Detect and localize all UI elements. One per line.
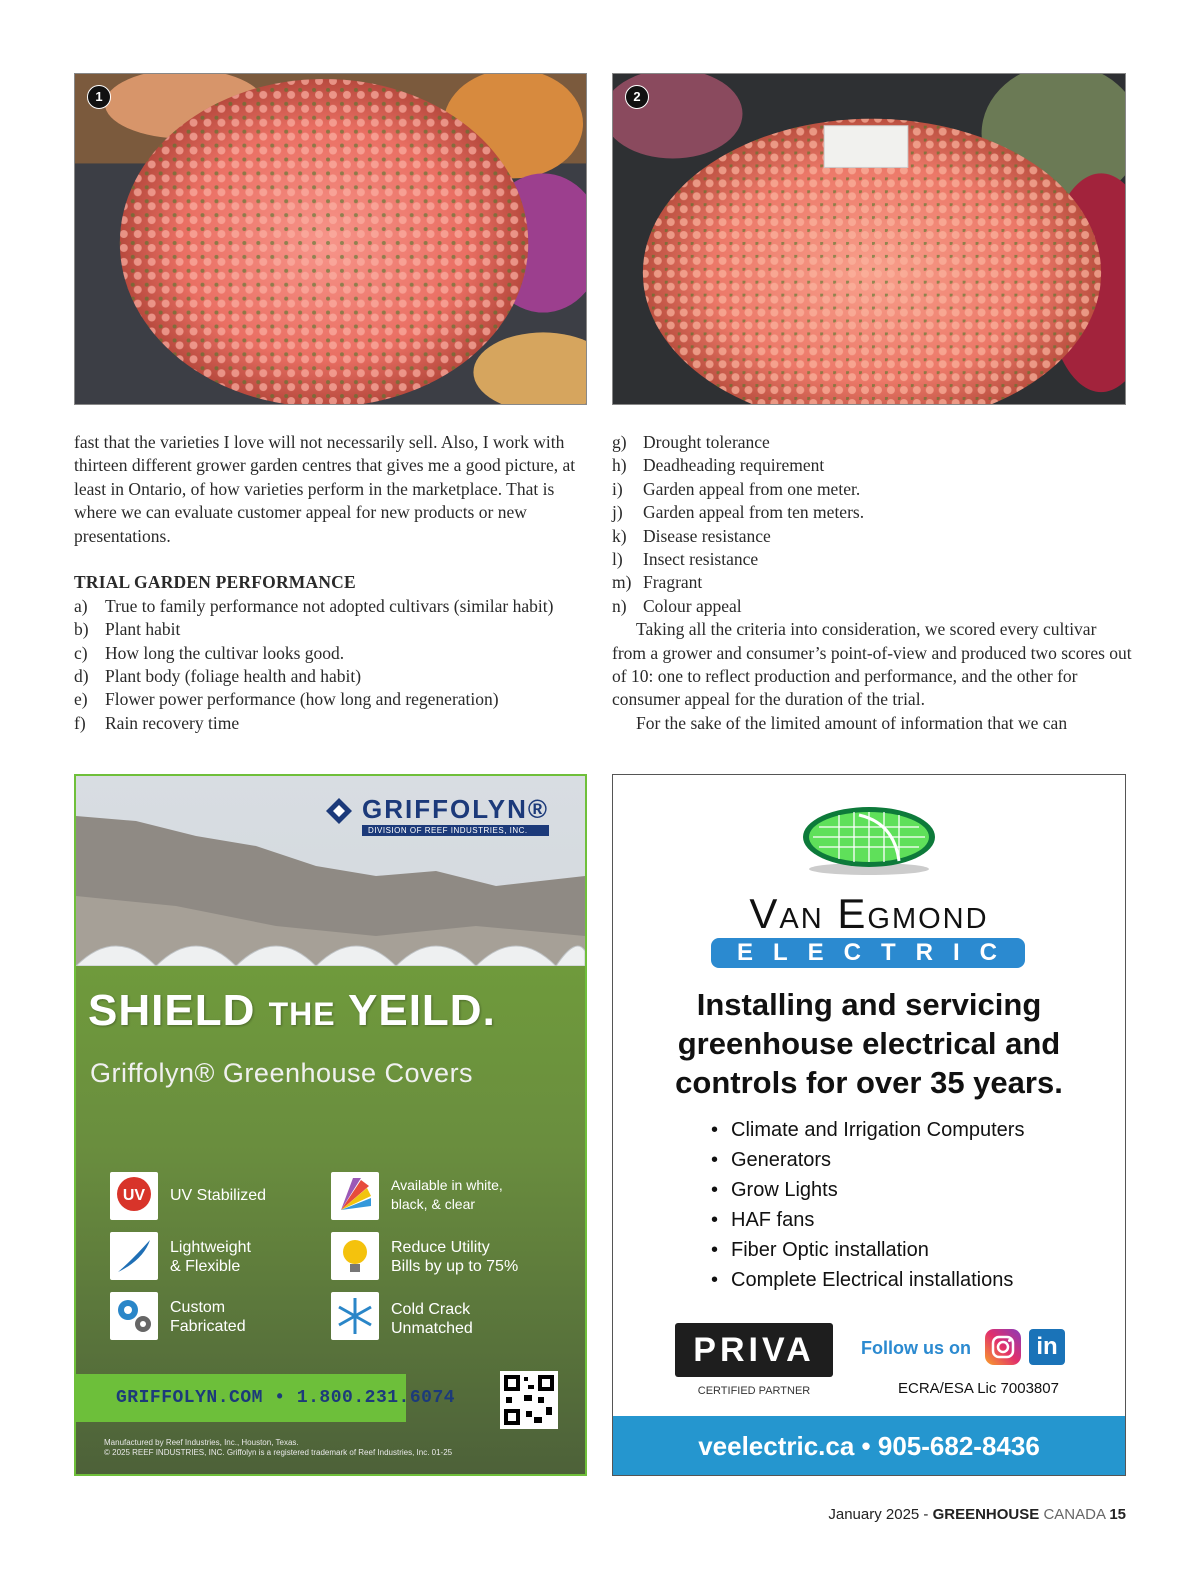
follow-us-label: Follow us on: [861, 1338, 971, 1358]
page-number: 15: [1109, 1506, 1126, 1523]
list-item: • Fiber Optic installation: [711, 1235, 1024, 1265]
article-left-column: [74, 431, 594, 735]
list-item: • Complete Electrical installations: [711, 1265, 1024, 1295]
list-item: f) Rain recovery time: [74, 712, 240, 733]
list-item: • Generators: [711, 1145, 1024, 1175]
snowflake-icon: [331, 1292, 379, 1340]
contact-footer[interactable]: veelectric.ca • 905-682-8436: [613, 1416, 1125, 1476]
color-swatch-icon: [331, 1172, 379, 1220]
list-item: i) Garden appeal from one meter.: [612, 478, 861, 499]
van-egmond-globe-logo: [799, 803, 939, 877]
light-bulb-icon: [331, 1232, 379, 1280]
instagram-icon[interactable]: [985, 1329, 1021, 1365]
list-item: l) Insect resistance: [612, 549, 759, 570]
ad-headline: SHIELD THE YEILD.: [88, 986, 496, 1035]
griffolyn-logo: [328, 794, 549, 836]
photo-1-image: [75, 74, 586, 404]
list-item: g) Drought tolerance: [612, 432, 770, 452]
list-item: m) Fragrant: [612, 572, 703, 593]
services-list: [711, 1115, 1024, 1295]
list-item: b) Plant habit: [74, 619, 181, 640]
ad-headline: Installing and servicing greenhouse electrical and controls for over 35 years.: [675, 987, 1063, 1100]
article-paragraph: fast that the varieties I love will not necessarily sell. Also, I work with thirteen different grower garden centres that gives me a good picture, at least in Ontario, of how varieties perform in the marketplace. That is where we can evaluate customer appeal for new products or new presentations.: [74, 432, 576, 546]
photo-number-badge: 1: [87, 85, 111, 109]
photo-2-image: [613, 74, 1125, 404]
petunia-photo-2: [612, 73, 1126, 405]
griffolyn-mark-icon: [324, 796, 354, 826]
section-heading: TRIAL GARDEN PERFORMANCE: [74, 572, 356, 593]
company-division: ELECTRIC: [711, 938, 1025, 968]
list-item: • HAF fans: [711, 1205, 1024, 1235]
feather-icon: [110, 1232, 158, 1280]
griffolyn-advertisement[interactable]: GRIFFOLYN® DIVISION OF REEF INDUSTRIES, INC. SHIELD THE YEILD. Griffolyn® Greenhouse Covers UV UV Stabilized Available in white, black, & clear Lightweight & Flexible Reduce Utility Bills by up to 75% Custom Fabricated Cold Crack Unmatched GRIFFOLYN.COM • 1.800.231.6074 Manufactured by Reef Industries, Inc., Houston, Texas. © 2025 REEF INDUSTRIES, INC. Griffolyn is a registered trademark of Reef Industries, Inc. 01-25: [74, 774, 587, 1476]
linkedin-icon[interactable]: in: [1029, 1329, 1065, 1365]
list-item: h) Deadheading requirement: [612, 455, 825, 476]
list-item: c) How long the cultivar looks good.: [74, 642, 345, 663]
griffolyn-logo-name: GRIFFOLYN®: [362, 794, 549, 824]
priva-logo: PRIVA: [675, 1323, 833, 1377]
ad-subheadline: Griffolyn® Greenhouse Covers: [90, 1058, 474, 1088]
magazine-brand: GREENHOUSE: [932, 1506, 1040, 1523]
greenhouse-field-background: [76, 776, 585, 1474]
article-paragraph: Taking all the criteria into consideration, we scored every cultivar from a grower and consumer’s point-of-view and produced two scores out of 10: one to reflect production and performance, and the other for consumer appeal for the duration of the trial.: [612, 619, 1132, 710]
list-item: j) Garden appeal from ten meters.: [612, 502, 865, 523]
gears-icon: [110, 1292, 158, 1340]
magazine-brand-country: CANADA: [1039, 1506, 1110, 1523]
svg-text:UV: UV: [122, 1187, 146, 1204]
issue-date: January 2025 -: [828, 1506, 933, 1523]
petunia-photo-1: [74, 73, 587, 405]
fine-print: Manufactured by Reef Industries, Inc., Houston, Texas. © 2025 REEF INDUSTRIES, INC. Griffolyn is a registered trademark of Reef Industries, Inc. 01-25: [104, 1438, 453, 1457]
article-right-column: [612, 431, 1132, 735]
company-name: Van Egmond: [749, 890, 989, 937]
list-item: • Grow Lights: [711, 1175, 1024, 1205]
list-item: • Climate and Irrigation Computers: [711, 1115, 1024, 1145]
list-item: e) Flower power performance (how long and regeneration): [74, 689, 499, 710]
photo-number-badge: 2: [625, 85, 649, 109]
list-item: k) Disease resistance: [612, 525, 771, 546]
qr-code[interactable]: [500, 1371, 558, 1429]
griffolyn-contact[interactable]: GRIFFOLYN.COM • 1.800.231.6074: [116, 1388, 456, 1408]
license-number: ECRA/ESA Lic 7003807: [898, 1380, 1059, 1397]
page-folio: [828, 1506, 1126, 1523]
certified-partner-label: CERTIFIED PARTNER: [697, 1385, 811, 1397]
article-paragraph: For the sake of the limited amount of information that we can: [636, 712, 1068, 733]
van-egmond-advertisement[interactable]: [612, 774, 1126, 1476]
uv-shield-icon: [110, 1172, 158, 1220]
griffolyn-logo-subtitle: DIVISION OF REEF INDUSTRIES, INC.: [362, 825, 549, 836]
list-item: d) Plant body (foliage health and habit): [74, 666, 362, 687]
list-item: n) Colour appeal: [612, 595, 742, 616]
list-item: a) True to family performance not adopted cultivars (similar habit): [74, 595, 554, 616]
